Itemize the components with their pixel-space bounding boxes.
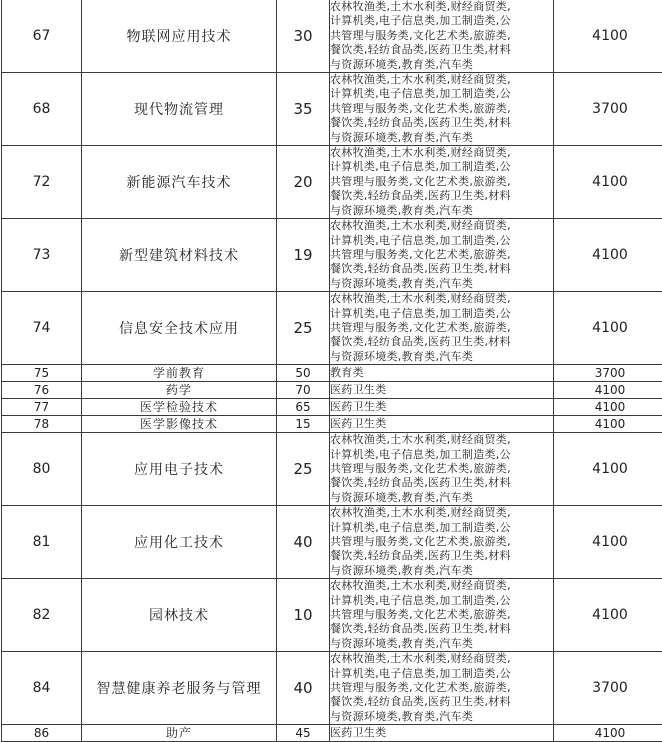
subject-line: 计算机类,电子信息类,加工制造类,公 <box>330 160 553 174</box>
major-name-cell: 应用化工技术 <box>82 506 277 579</box>
subject-line: 计算机类,电子信息类,加工制造类,公 <box>330 521 553 535</box>
tuition-fee-cell: 4100 <box>554 219 662 292</box>
subject-line: 医药卫生类 <box>330 417 553 431</box>
subject-line: 与资源环境类,教育类,汽车类 <box>330 564 553 578</box>
major-name-cell: 智慧健康养老服务与管理 <box>82 652 277 725</box>
subject-line: 计算机类,电子信息类,加工制造类,公 <box>330 87 553 101</box>
subject-line: 与资源环境类,教育类,汽车类 <box>330 710 553 724</box>
table-row <box>2 365 662 382</box>
subject-line: 共管理与服务类,文化艺术类,旅游类, <box>330 321 553 335</box>
subject-line: 与资源环境类,教育类,汽车类 <box>330 204 553 218</box>
major-name-cell: 信息安全技术应用 <box>82 292 277 365</box>
tuition-fee-cell: 4100 <box>554 399 662 416</box>
plan-count-cell: 50 <box>277 365 330 382</box>
subject-categories-cell <box>330 416 554 433</box>
table-row <box>2 399 662 416</box>
major-code-cell: 80 <box>2 433 82 506</box>
subject-categories-cell <box>330 365 554 382</box>
subject-line: 餐饮类,轻纺食品类,医药卫生类,材料 <box>330 476 553 490</box>
subject-line: 农林牧渔类,土木水利类,财经商贸类, <box>330 146 553 160</box>
subject-line: 医药卫生类 <box>330 383 553 397</box>
subject-line: 医药卫生类 <box>330 400 553 414</box>
subject-line: 计算机类,电子信息类,加工制造类,公 <box>330 448 553 462</box>
subject-categories-cell <box>330 73 554 146</box>
table-row <box>2 725 662 742</box>
major-name-cell: 医学影像技术 <box>82 416 277 433</box>
subject-line: 餐饮类,轻纺食品类,医药卫生类,材料 <box>330 116 553 130</box>
subject-line: 与资源环境类,教育类,汽车类 <box>330 277 553 291</box>
major-name-cell: 医学检验技术 <box>82 399 277 416</box>
major-name-cell: 物联网应用技术 <box>82 0 277 73</box>
subject-line: 医药卫生类 <box>330 726 553 740</box>
subject-line: 与资源环境类,教育类,汽车类 <box>330 131 553 145</box>
major-name-cell: 应用电子技术 <box>82 433 277 506</box>
table-row <box>2 382 662 399</box>
major-name-cell: 新能源汽车技术 <box>82 146 277 219</box>
subject-line: 共管理与服务类,文化艺术类,旅游类, <box>330 462 553 476</box>
subject-line: 与资源环境类,教育类,汽车类 <box>330 637 553 651</box>
major-code-cell: 73 <box>2 219 82 292</box>
major-name-cell: 助产 <box>82 725 277 742</box>
major-code-cell: 76 <box>2 382 82 399</box>
table-row <box>2 579 662 652</box>
plan-count-cell: 65 <box>277 399 330 416</box>
table-body <box>2 0 662 742</box>
tuition-fee-cell: 4100 <box>554 725 662 742</box>
subject-categories-cell <box>330 399 554 416</box>
plan-count-cell: 20 <box>277 146 330 219</box>
subject-line: 计算机类,电子信息类,加工制造类,公 <box>330 594 553 608</box>
major-code-cell: 67 <box>2 0 82 73</box>
table-row <box>2 0 662 73</box>
subject-categories-cell <box>330 219 554 292</box>
subject-line: 农林牧渔类,土木水利类,财经商贸类, <box>330 506 553 520</box>
table-row <box>2 416 662 433</box>
subject-line: 餐饮类,轻纺食品类,医药卫生类,材料 <box>330 549 553 563</box>
subject-categories-cell <box>330 652 554 725</box>
subject-line: 农林牧渔类,土木水利类,财经商贸类, <box>330 0 553 14</box>
major-code-cell: 68 <box>2 73 82 146</box>
table-row <box>2 506 662 579</box>
subject-line: 农林牧渔类,土木水利类,财经商贸类, <box>330 219 553 233</box>
plan-count-cell: 19 <box>277 219 330 292</box>
major-code-cell: 75 <box>2 365 82 382</box>
subject-line: 农林牧渔类,土木水利类,财经商贸类, <box>330 433 553 447</box>
tuition-fee-cell: 4100 <box>554 146 662 219</box>
major-code-cell: 82 <box>2 579 82 652</box>
tuition-fee-cell: 4100 <box>554 382 662 399</box>
subject-line: 餐饮类,轻纺食品类,医药卫生类,材料 <box>330 335 553 349</box>
plan-count-cell: 40 <box>277 506 330 579</box>
major-code-cell: 77 <box>2 399 82 416</box>
tuition-fee-cell: 4100 <box>554 579 662 652</box>
tuition-fee-cell: 3700 <box>554 652 662 725</box>
table-row <box>2 73 662 146</box>
subject-categories-cell <box>330 725 554 742</box>
major-code-cell: 72 <box>2 146 82 219</box>
tuition-fee-cell: 4100 <box>554 292 662 365</box>
subject-line: 餐饮类,轻纺食品类,医药卫生类,材料 <box>330 695 553 709</box>
plan-count-cell: 70 <box>277 382 330 399</box>
subject-line: 与资源环境类,教育类,汽车类 <box>330 350 553 364</box>
subject-line: 计算机类,电子信息类,加工制造类,公 <box>330 14 553 28</box>
tuition-fee-cell: 4100 <box>554 416 662 433</box>
major-name-cell: 现代物流管理 <box>82 73 277 146</box>
subject-line: 计算机类,电子信息类,加工制造类,公 <box>330 307 553 321</box>
table-row <box>2 292 662 365</box>
major-code-cell: 84 <box>2 652 82 725</box>
table-row <box>2 652 662 725</box>
table-row <box>2 219 662 292</box>
plan-count-cell: 25 <box>277 433 330 506</box>
subject-categories-cell <box>330 0 554 73</box>
subject-line: 餐饮类,轻纺食品类,医药卫生类,材料 <box>330 262 553 276</box>
table-row <box>2 146 662 219</box>
plan-count-cell: 30 <box>277 0 330 73</box>
plan-count-cell: 40 <box>277 652 330 725</box>
subject-line: 共管理与服务类,文化艺术类,旅游类, <box>330 102 553 116</box>
major-code-cell: 74 <box>2 292 82 365</box>
subject-line: 共管理与服务类,文化艺术类,旅游类, <box>330 681 553 695</box>
subject-line: 共管理与服务类,文化艺术类,旅游类, <box>330 29 553 43</box>
subject-line: 计算机类,电子信息类,加工制造类,公 <box>330 667 553 681</box>
subject-line: 与资源环境类,教育类,汽车类 <box>330 491 553 505</box>
tuition-fee-cell: 4100 <box>554 433 662 506</box>
subject-line: 农林牧渔类,土木水利类,财经商贸类, <box>330 73 553 87</box>
subject-line: 农林牧渔类,土木水利类,财经商贸类, <box>330 652 553 666</box>
major-name-cell: 园林技术 <box>82 579 277 652</box>
subject-categories-cell <box>330 382 554 399</box>
subject-categories-cell <box>330 292 554 365</box>
subject-line: 教育类 <box>330 366 553 380</box>
enrollment-table <box>1 0 662 742</box>
subject-line: 餐饮类,轻纺食品类,医药卫生类,材料 <box>330 189 553 203</box>
plan-count-cell: 25 <box>277 292 330 365</box>
subject-line: 餐饮类,轻纺食品类,医药卫生类,材料 <box>330 43 553 57</box>
major-code-cell: 86 <box>2 725 82 742</box>
subject-categories-cell <box>330 433 554 506</box>
subject-line: 计算机类,电子信息类,加工制造类,公 <box>330 234 553 248</box>
subject-line: 共管理与服务类,文化艺术类,旅游类, <box>330 608 553 622</box>
major-name-cell: 药学 <box>82 382 277 399</box>
subject-line: 共管理与服务类,文化艺术类,旅游类, <box>330 535 553 549</box>
plan-count-cell: 35 <box>277 73 330 146</box>
plan-count-cell: 15 <box>277 416 330 433</box>
tuition-fee-cell: 4100 <box>554 0 662 73</box>
major-code-cell: 81 <box>2 506 82 579</box>
plan-count-cell: 45 <box>277 725 330 742</box>
subject-categories-cell <box>330 146 554 219</box>
subject-line: 农林牧渔类,土木水利类,财经商贸类, <box>330 292 553 306</box>
major-name-cell: 新型建筑材料技术 <box>82 219 277 292</box>
major-code-cell: 78 <box>2 416 82 433</box>
tuition-fee-cell: 3700 <box>554 73 662 146</box>
tuition-fee-cell: 4100 <box>554 506 662 579</box>
subject-categories-cell <box>330 506 554 579</box>
table-row <box>2 433 662 506</box>
tuition-fee-cell: 3700 <box>554 365 662 382</box>
subject-categories-cell <box>330 579 554 652</box>
subject-line: 共管理与服务类,文化艺术类,旅游类, <box>330 248 553 262</box>
plan-count-cell: 10 <box>277 579 330 652</box>
subject-line: 餐饮类,轻纺食品类,医药卫生类,材料 <box>330 622 553 636</box>
subject-line: 与资源环境类,教育类,汽车类 <box>330 58 553 72</box>
subject-line: 农林牧渔类,土木水利类,财经商贸类, <box>330 579 553 593</box>
subject-line: 共管理与服务类,文化艺术类,旅游类, <box>330 175 553 189</box>
major-name-cell: 学前教育 <box>82 365 277 382</box>
